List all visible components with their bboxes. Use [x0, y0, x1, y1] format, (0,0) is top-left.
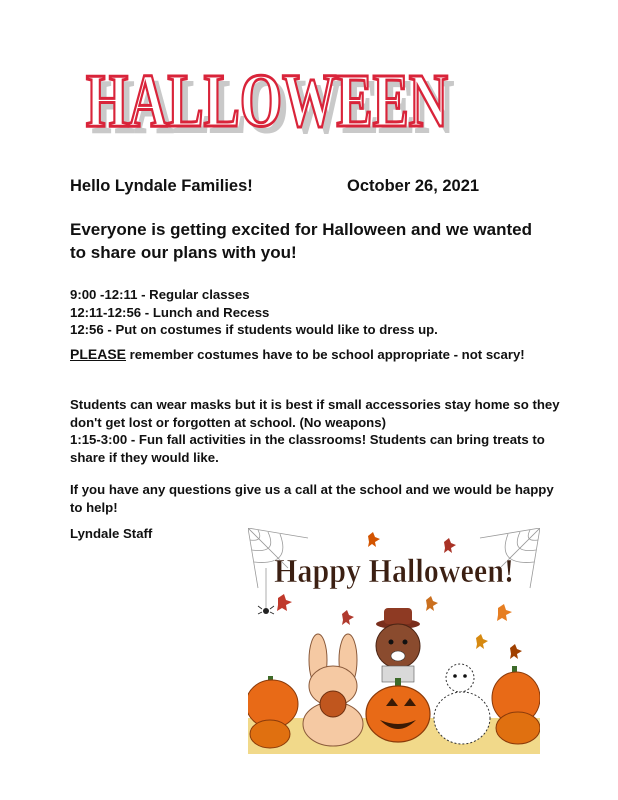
schedule-item: 12:11-12:56 - Lunch and Recess — [70, 304, 270, 320]
schedule-item: 12:56 - Put on costumes if students would like to dress up. — [70, 322, 438, 337]
banner-shadow: HALLOWEEN — [92, 65, 454, 148]
schedule-list — [70, 286, 560, 339]
activities-text: 1:15-3:00 - Fun fall activities in the classrooms! Students can bring treats to share if they would like. — [70, 432, 545, 465]
greeting: Hello Lyndale Families! — [70, 177, 253, 195]
banner-title: HALLOWEEN — [86, 59, 448, 143]
schedule-item: 9:00 -12:11 - Regular classes — [70, 287, 250, 302]
happy-halloween-clipart — [248, 528, 540, 754]
have-emphasis: have — [262, 347, 293, 362]
letter-date: October 26, 2021 — [347, 177, 480, 195]
questions-paragraph: If you have any questions give us a call at the school and we would be happy to help! — [70, 482, 554, 515]
notice-text: to be school appropriate - not scary! — [292, 347, 525, 362]
please-emphasis: PLEASE — [70, 346, 127, 362]
signoff: Lyndale Staff — [70, 526, 153, 541]
halloween-banner — [70, 58, 460, 148]
intro-text: Everyone is getting excited for Halloween and we wanted to share our plans with you! — [70, 220, 532, 262]
notice-text: remember costumes — [126, 347, 263, 362]
masks-text: Students can wear masks but it is best if small accessories stay home so they don't get lost or forgotten at school. (No weapons) — [70, 397, 560, 430]
clipart-title: Happy Halloween! — [274, 553, 514, 590]
costume-notice — [70, 346, 560, 364]
masks-paragraph — [70, 396, 560, 466]
